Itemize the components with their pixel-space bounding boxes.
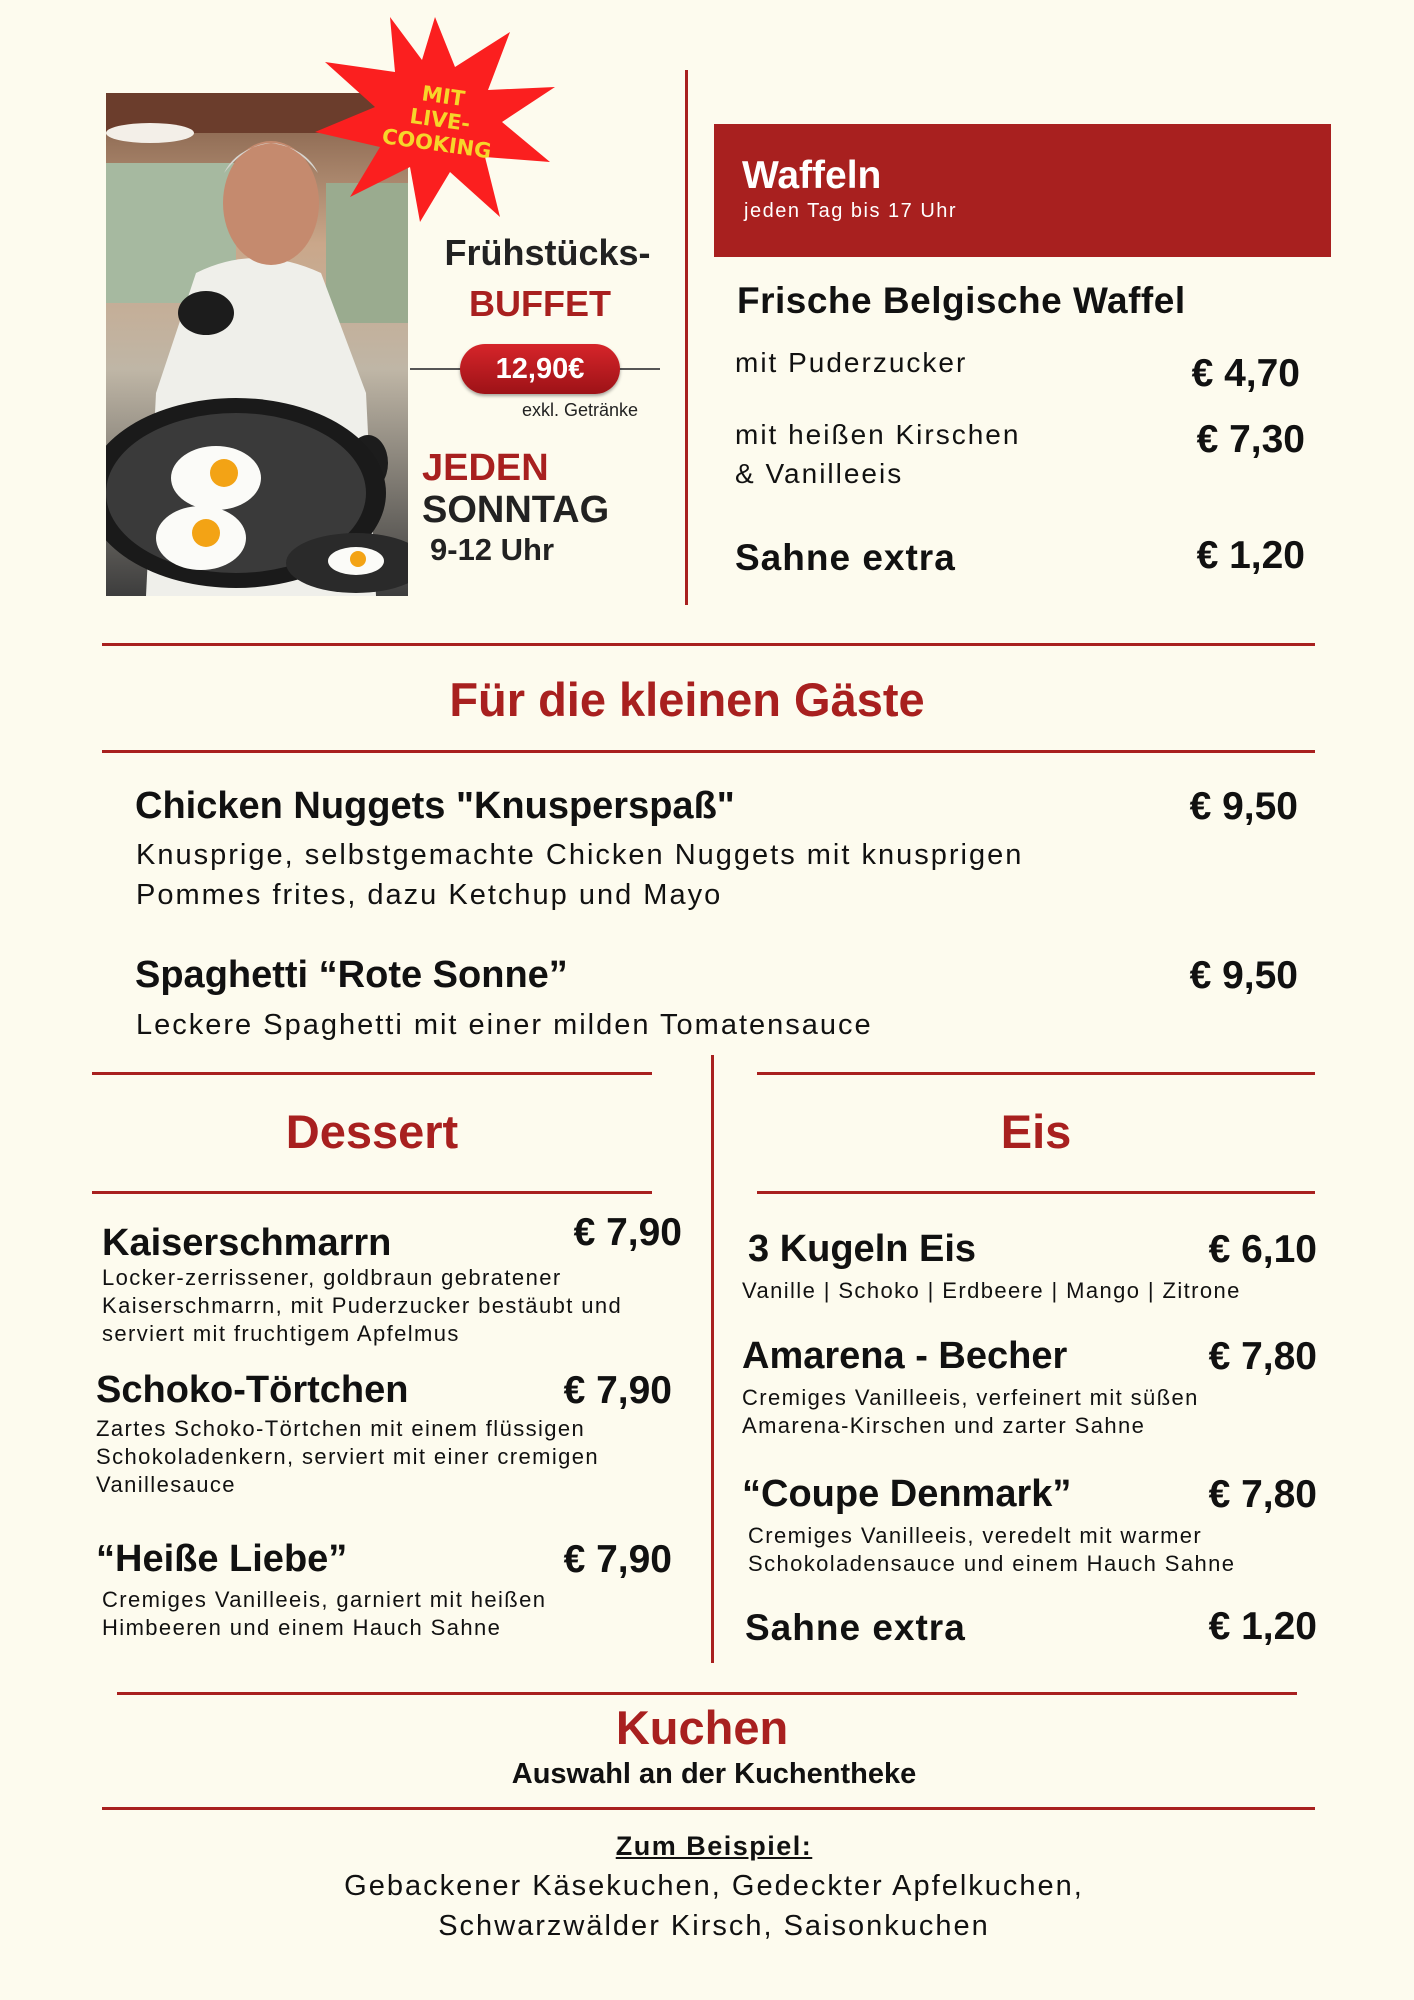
waffel-item-title: Frische Belgische Waffel (737, 280, 1186, 321)
kuchen-subheading: Auswahl an der Kuchentheke (511, 1758, 917, 1790)
eis-heading-divider (757, 1191, 1315, 1194)
starburst-badge (310, 12, 560, 227)
kuchen-examples-line-1: Gebackener Käsekuchen, Gedeckter Apfelkuchen, (344, 1870, 1084, 1902)
dessert-item-price: € 7,90 (573, 1211, 682, 1254)
dessert-item-desc (96, 1415, 599, 1499)
dessert-top-divider (92, 1072, 652, 1075)
dessert-desc-line: Zartes Schoko-Törtchen mit einem flüssigen (96, 1416, 586, 1441)
eis-top-divider (757, 1072, 1315, 1075)
buffet-day-line-1: JEDEN (422, 447, 549, 489)
kuchen-examples-line-2: Schwarzwälder Kirsch, Saisonkuchen (438, 1910, 990, 1942)
kuchen-bottom-divider (102, 1807, 1315, 1810)
eis-item-desc (742, 1384, 1199, 1440)
dessert-heading-divider (92, 1191, 652, 1194)
eis-item-price: € 6,10 (1208, 1228, 1317, 1271)
kuchen-heading: Kuchen (615, 1701, 789, 1754)
dessert-desc-line: serviert mit fruchtigem Apfelmus (102, 1321, 460, 1346)
waffel-label-kirschen (735, 415, 1020, 493)
eis-item-desc (748, 1522, 1235, 1578)
dessert-desc-line: Kaiserschmarrn, mit Puderzucker bestäubt und (102, 1293, 623, 1318)
kids-heading-divider (102, 750, 1315, 753)
eis-extra-price: € 1,20 (1208, 1605, 1317, 1648)
dessert-desc-line: Locker-zerrissener, goldbraun gebratener (102, 1265, 562, 1290)
kids-heading: Für die kleinen Gäste (449, 673, 925, 726)
eis-desc-line: Schokoladensauce und einem Hauch Sahne (748, 1551, 1236, 1576)
buffet-title-line-2: BUFFET (469, 283, 611, 324)
badge-line-2: LIVE-COOKING (380, 103, 493, 164)
dessert-item-desc (102, 1264, 622, 1348)
dessert-item-price: € 7,90 (563, 1369, 672, 1412)
eis-item-name: “Coupe Denmark” (742, 1473, 1072, 1515)
kids-item-price: € 9,50 (1189, 954, 1298, 997)
dessert-eis-divider (711, 1055, 714, 1663)
top-divider (685, 70, 688, 605)
eis-item-price: € 7,80 (1208, 1335, 1317, 1378)
eis-heading: Eis (1000, 1105, 1072, 1158)
waffeln-title: Waffeln (742, 154, 882, 197)
buffet-title-line-1: Frühstücks- (444, 232, 651, 273)
kids-top-divider (102, 643, 1315, 646)
kids-item-name: Spaghetti “Rote Sonne” (135, 954, 568, 996)
eis-desc-line: Cremiges Vanilleeis, verfeinert mit süßen (742, 1385, 1199, 1410)
dessert-item-name: “Heiße Liebe” (96, 1538, 348, 1580)
dessert-item-name: Kaiserschmarrn (102, 1222, 392, 1264)
waffeln-subtitle: jeden Tag bis 17 Uhr (744, 200, 958, 222)
kids-item-desc-line-2: Pommes frites, dazu Ketchup und Mayo (136, 879, 723, 911)
eis-item-name: 3 Kugeln Eis (748, 1228, 977, 1270)
waffel-extra-label: Sahne extra (735, 537, 956, 578)
kuchen-example-label: Zum Beispiel: (615, 1831, 813, 1861)
kids-item-desc-line-1: Knusprige, selbstgemachte Chicken Nuggets mit knusprigen (136, 839, 1024, 871)
kids-item-desc (136, 835, 1023, 915)
buffet-price-note: exkl. Getränke (521, 400, 639, 420)
dessert-desc-line: Schokoladenkern, serviert mit einer cremigen (96, 1444, 600, 1469)
waffel-label-puderzucker: mit Puderzucker (735, 347, 968, 378)
kids-item-desc: Leckere Spaghetti mit einer milden Tomatensauce (136, 1009, 873, 1041)
badge-line-1: MIT (420, 81, 467, 112)
eis-item-name: Amarena - Becher (742, 1335, 1068, 1377)
kuchen-top-divider (117, 1692, 1297, 1695)
dessert-heading: Dessert (285, 1105, 459, 1158)
buffet-day-line-2: SONNTAG (422, 489, 610, 531)
waffel-label-kirschen-line-1: mit heißen Kirschen (735, 419, 1021, 450)
buffet-price-badge: 12,90€ (460, 344, 620, 394)
eis-desc-line: Amarena-Kirschen und zarter Sahne (742, 1413, 1146, 1438)
eis-item-desc: Vanille | Schoko | Erdbeere | Mango | Zitrone (742, 1278, 1241, 1303)
kids-item-name: Chicken Nuggets "Knusperspaß" (135, 785, 735, 827)
dessert-item-desc (102, 1586, 546, 1642)
waffel-extra-price: € 1,20 (1196, 534, 1305, 577)
dessert-desc-line: Cremiges Vanilleeis, garniert mit heißen (102, 1587, 547, 1612)
waffeln-header (714, 124, 1331, 257)
dessert-item-name: Schoko-Törtchen (96, 1369, 409, 1411)
waffel-label-kirschen-line-2: & Vanilleeis (735, 458, 904, 489)
buffet-time: 9-12 Uhr (430, 532, 555, 567)
kuchen-examples (0, 1866, 1414, 1946)
dessert-item-price: € 7,90 (563, 1538, 672, 1581)
waffel-price-kirschen: € 7,30 (1196, 418, 1305, 461)
kids-item-price: € 9,50 (1189, 785, 1298, 828)
waffel-price-puderzucker: € 4,70 (1191, 352, 1300, 395)
eis-extra-label: Sahne extra (745, 1607, 966, 1648)
eis-desc-line: Cremiges Vanilleeis, veredelt mit warmer (748, 1523, 1203, 1548)
dessert-desc-line: Vanillesauce (96, 1472, 236, 1497)
dessert-desc-line: Himbeeren und einem Hauch Sahne (102, 1615, 502, 1640)
eis-item-price: € 7,80 (1208, 1473, 1317, 1516)
